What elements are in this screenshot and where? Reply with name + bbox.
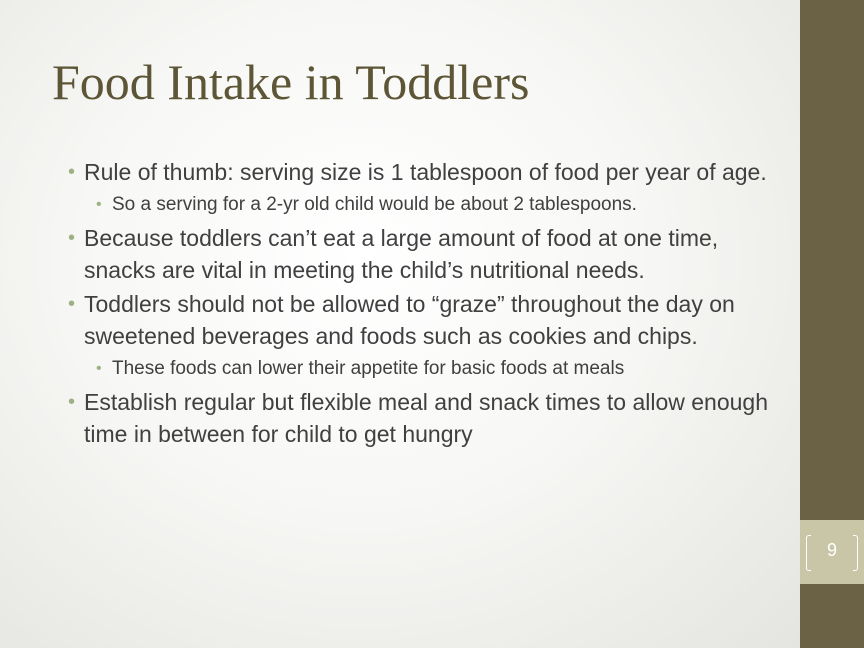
bullet-text: Establish regular but flexible meal and snack times to allow enough time in between for child to get hungry bbox=[84, 389, 768, 447]
sub-bullet-text: So a serving for a 2-yr old child would be about 2 tablespoons. bbox=[112, 194, 637, 215]
bullet-icon: • bbox=[68, 293, 76, 315]
bullet-icon: • bbox=[68, 161, 76, 183]
bullet-item bbox=[68, 222, 788, 286]
bullet-item bbox=[68, 156, 788, 188]
bullet-text: Toddlers should not be allowed to “graze” throughout the day on sweetened beverages and foods such as cookies and chips. bbox=[84, 291, 735, 349]
sub-bullet-item bbox=[68, 354, 788, 384]
sub-bullet-item bbox=[68, 190, 788, 220]
bullet-item bbox=[68, 386, 788, 450]
bullet-icon: • bbox=[68, 391, 76, 413]
bullet-item bbox=[68, 288, 788, 352]
bullet-text: Because toddlers can’t eat a large amount of food at one time, snacks are vital in meeting the child’s nutritional needs. bbox=[84, 225, 719, 283]
page-number: 9 bbox=[826, 540, 837, 560]
slide-title: Food Intake in Toddlers bbox=[52, 54, 530, 110]
bullet-icon: • bbox=[96, 360, 102, 377]
bullet-list bbox=[68, 156, 788, 452]
bullet-icon: • bbox=[68, 227, 76, 249]
sub-bullet-text: These foods can lower their appetite for basic foods at meals bbox=[112, 358, 625, 379]
bullet-text: Rule of thumb: serving size is 1 tablespoon of food per year of age. bbox=[84, 159, 767, 185]
bullet-icon: • bbox=[96, 196, 102, 213]
